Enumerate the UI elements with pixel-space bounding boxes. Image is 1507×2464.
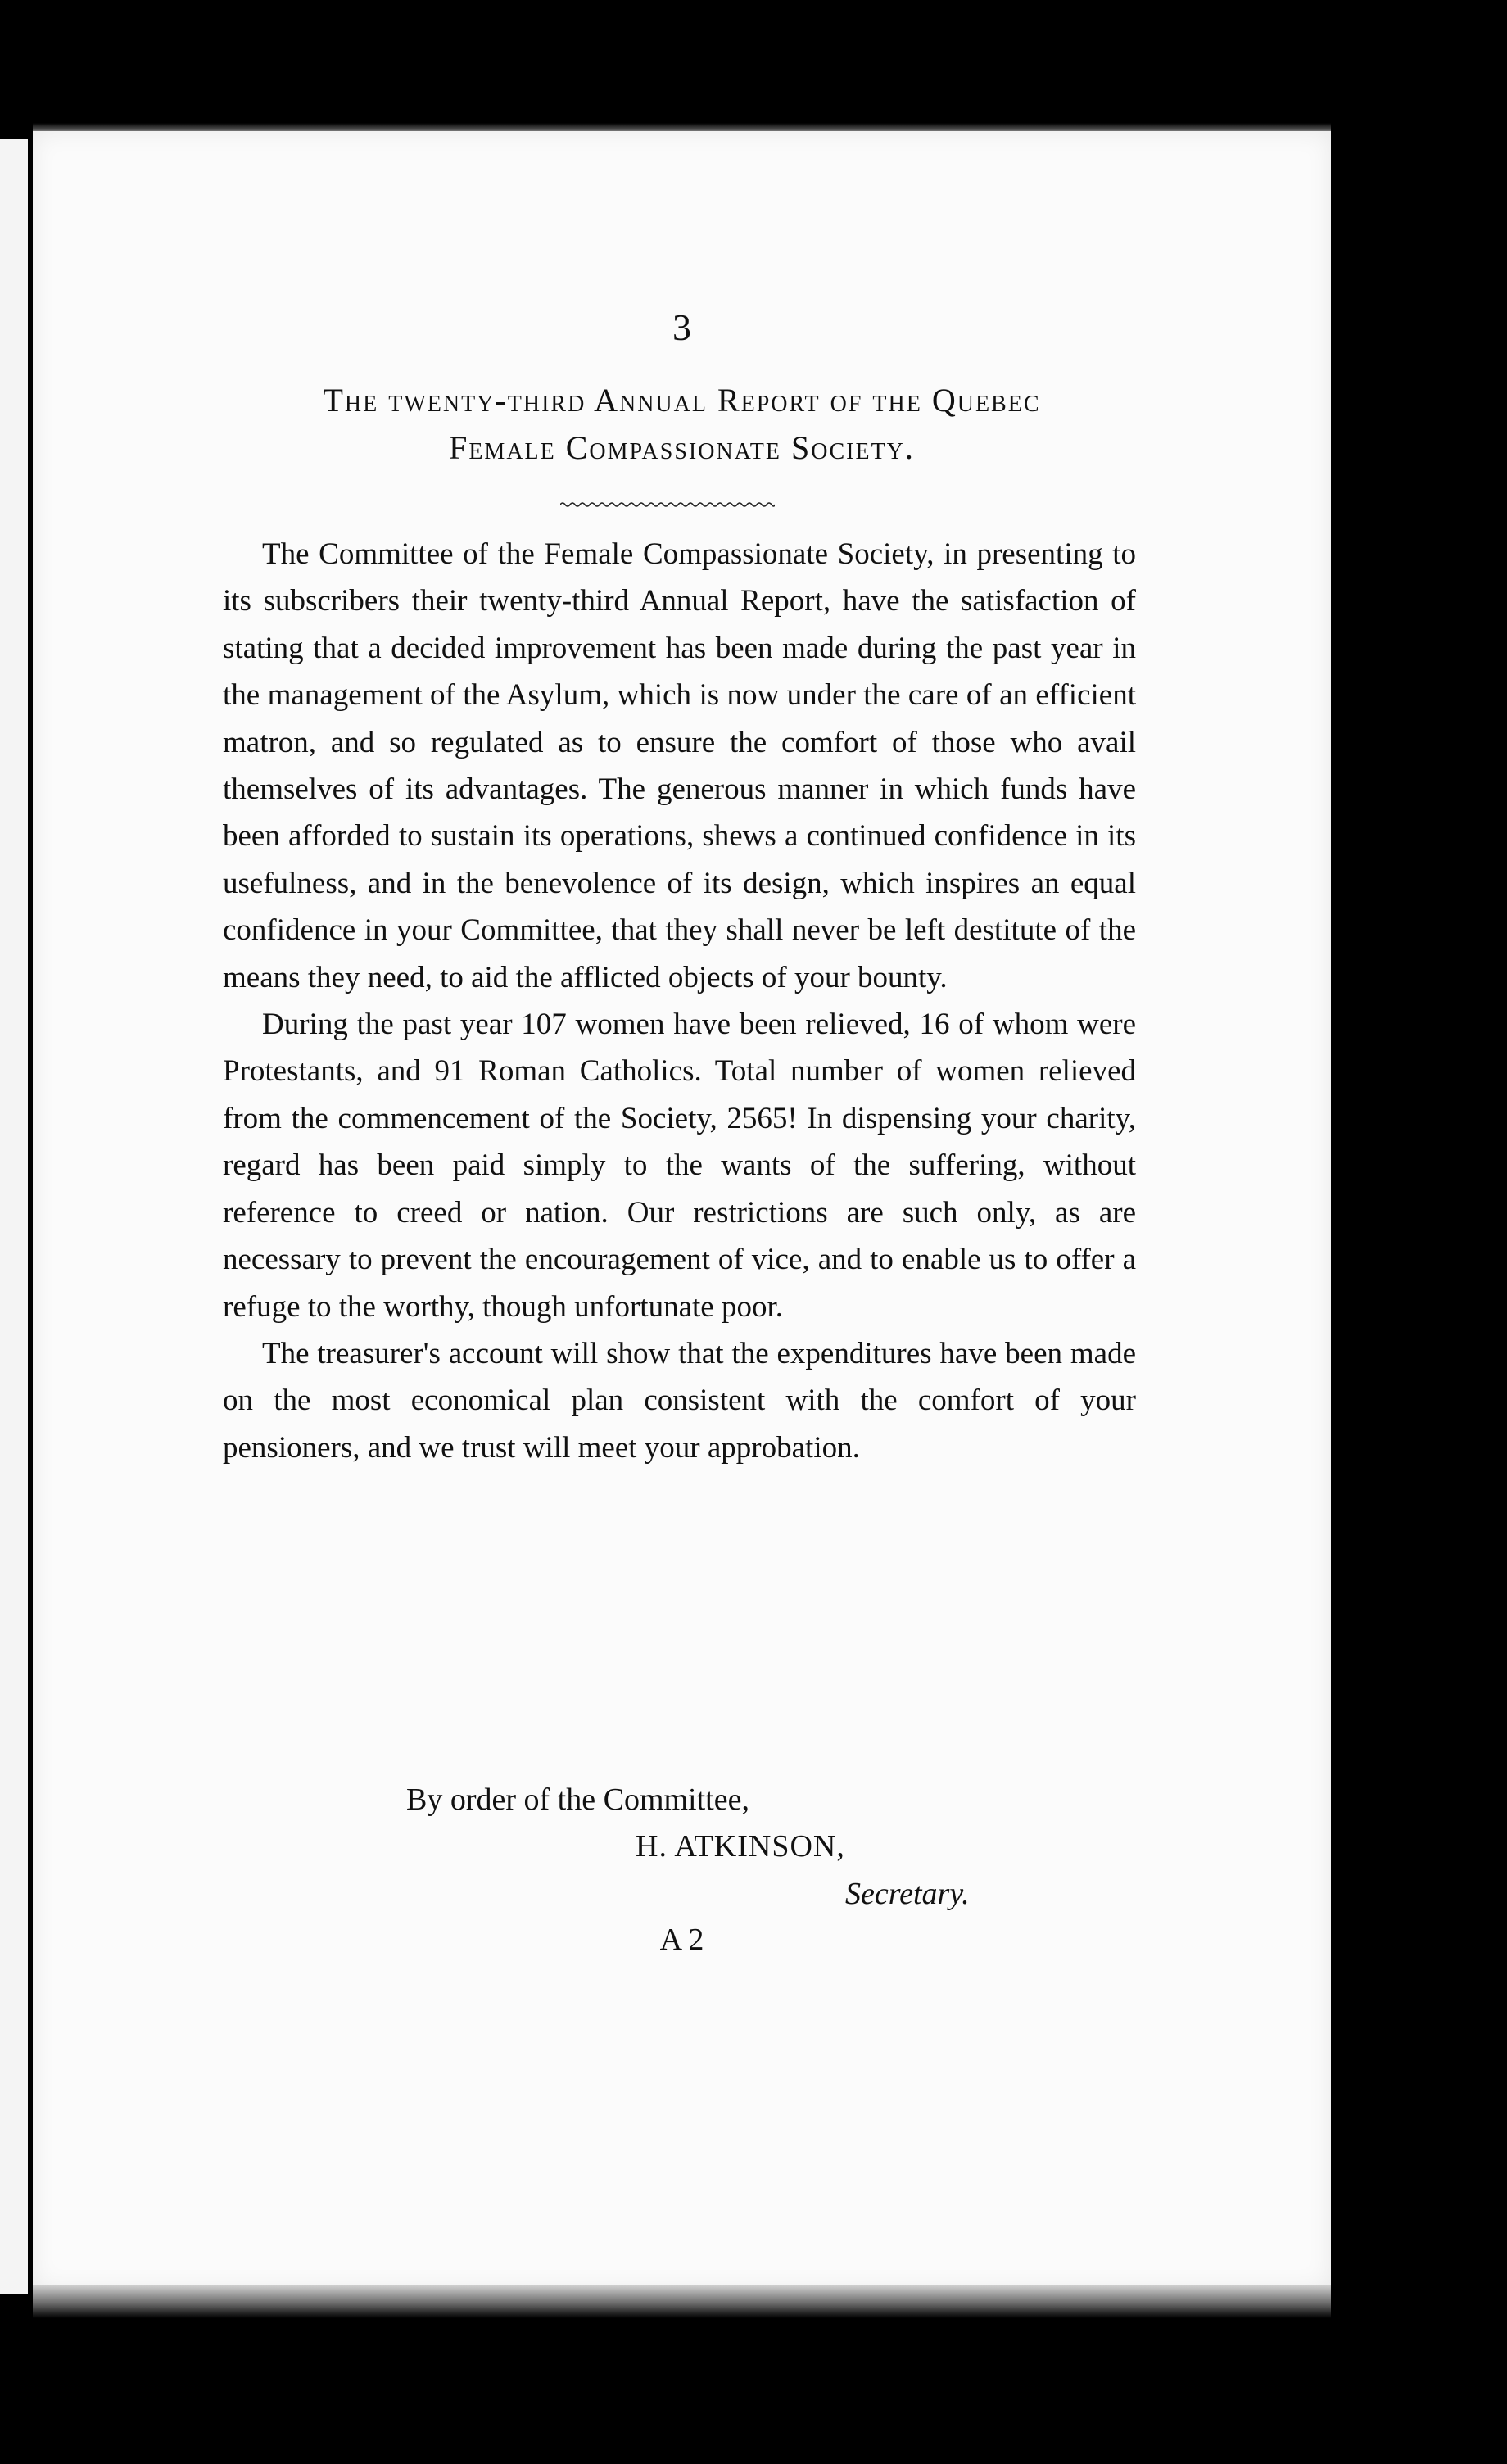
report-title-line-2: Female Compassionate Society. <box>449 429 915 466</box>
signoff-name: H. ATKINSON, <box>636 1829 845 1864</box>
adjacent-page-edge <box>0 139 28 2294</box>
document-page <box>33 131 1331 2290</box>
signature-mark: A 2 <box>659 1923 704 1957</box>
signoff-order: By order of the Committee, <box>406 1782 749 1817</box>
decorative-rule <box>560 501 775 508</box>
paragraph-1: The Committee of the Female Compassionate Society, in presenting to its subscribers their twenty-third Annual Report, have the satisfaction of stating that a decided improvement has been made during the past year in the management of the Asylum, which is now under the care of an efficient matron, and so regulated as to ensure the comfort of those who avail themselves of its advantages. The generous manner in which funds have been afforded to sustain its operations, shews a continued confidence in its usefulness, and in the benevolence of its design, which inspires an equal confidence in your Committee, that they shall never be left destitute of the means they need, to aid the afflicted objects of your bounty. <box>223 537 1136 994</box>
signoff-role: Secretary. <box>845 1877 970 1911</box>
paragraph-2: During the past year 107 women have been relieved, 16 of whom were Protestants, and 91 Roman Catholics. Total number of women relieved from the commencement of the Society, 2565! In dispensing your charity, regard has been paid simply to the wants of the suffering, without reference to creed or nation. Our restrictions are such only, as are necessary to prevent the encouragement of vice, and to enable us to offer a refuge to the worthy, though unfortunate poor. <box>223 1008 1136 1324</box>
paragraph-3: The treasurer's account will show that the expenditures have been made on the most economical plan consistent with the comfort of your pensioners, and we trust will meet your approbation. <box>223 1336 1136 1465</box>
page-bottom-edge <box>33 2285 1331 2318</box>
report-title-line-1: The twenty-third Annual Report of the Quebec <box>323 382 1041 419</box>
report-title <box>33 377 1331 472</box>
report-body <box>223 531 1136 1471</box>
page-number: 3 <box>672 306 691 348</box>
